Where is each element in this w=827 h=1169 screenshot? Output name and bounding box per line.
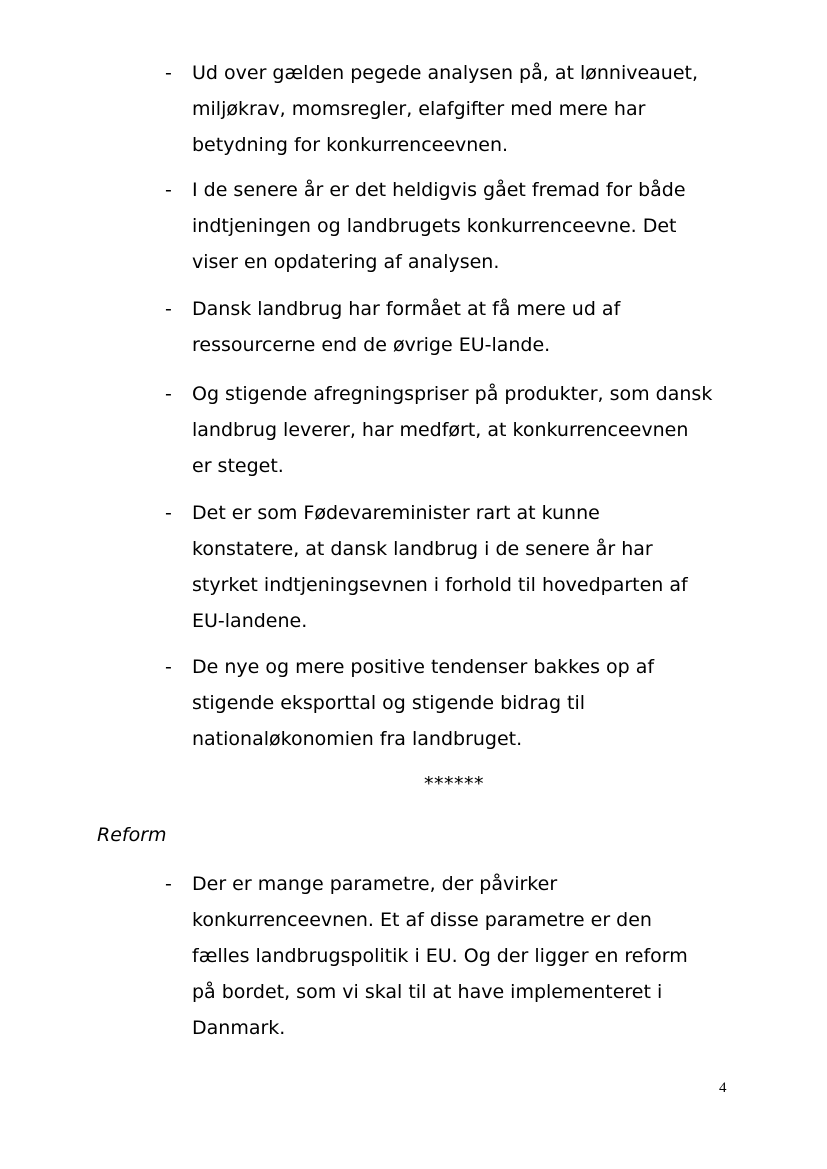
text-line: Danmark. [192, 1017, 286, 1039]
text-line: De nye og mere positive tendenser bakkes op af [192, 656, 655, 678]
text-line: Det er som Fødevareminister rart at kunne [192, 502, 600, 524]
text-line: Og stigende afregningspriser på produkter, som dansk [192, 383, 713, 405]
bullet-text [192, 291, 762, 363]
section-separator: ****** [424, 773, 484, 795]
text-line: styrket indtjeningsevnen i forhold til hovedparten af [192, 574, 688, 596]
bullet-dash: - [165, 383, 172, 405]
section-heading: Reform [97, 824, 167, 846]
text-line: nationaløkonomien fra landbruget. [192, 728, 523, 750]
text-line: Ud over gælden pegede analysen på, at lønniveauet, [192, 62, 699, 84]
bullet-text [192, 866, 762, 1046]
text-line: konkurrenceevnen. Et af disse parametre er den [192, 909, 652, 931]
bullet-text [192, 649, 762, 757]
text-line: stigende eksporttal og stigende bidrag til [192, 692, 586, 714]
page-number: 4 [719, 1080, 727, 1096]
text-line: landbrug leverer, har medført, at konkurrenceevnen [192, 419, 689, 441]
text-line: konstatere, at dansk landbrug i de senere år har [192, 538, 653, 560]
text-line: fælles landbrugspolitik i EU. Og der ligger en reform [192, 945, 688, 967]
bullet-dash: - [165, 502, 172, 524]
text-line: EU-landene. [192, 610, 308, 632]
bullet-text [192, 495, 762, 639]
text-line: Dansk landbrug har formået at få mere ud af [192, 298, 621, 320]
bullet-dash: - [165, 656, 172, 678]
text-line: betydning for konkurrenceevnen. [192, 134, 509, 156]
bullet-dash: - [165, 873, 172, 895]
bullet-dash: - [165, 298, 172, 320]
text-line: på bordet, som vi skal til at have implementeret i [192, 981, 663, 1003]
bullet-text [192, 172, 762, 280]
text-line: miljøkrav, momsregler, elafgifter med mere har [192, 98, 646, 120]
bullet-text [192, 376, 762, 484]
text-line: I de senere år er det heldigvis gået fremad for både [192, 179, 686, 201]
text-line: er steget. [192, 455, 284, 477]
bullet-dash: - [165, 62, 172, 84]
bullet-text [192, 55, 762, 163]
text-line: viser en opdatering af analysen. [192, 251, 500, 273]
bullet-dash: - [165, 179, 172, 201]
text-line: ressourcerne end de øvrige EU-lande. [192, 334, 551, 356]
text-line: indtjeningen og landbrugets konkurrenceevne. Det [192, 215, 677, 237]
text-line: Der er mange parametre, der påvirker [192, 873, 558, 895]
